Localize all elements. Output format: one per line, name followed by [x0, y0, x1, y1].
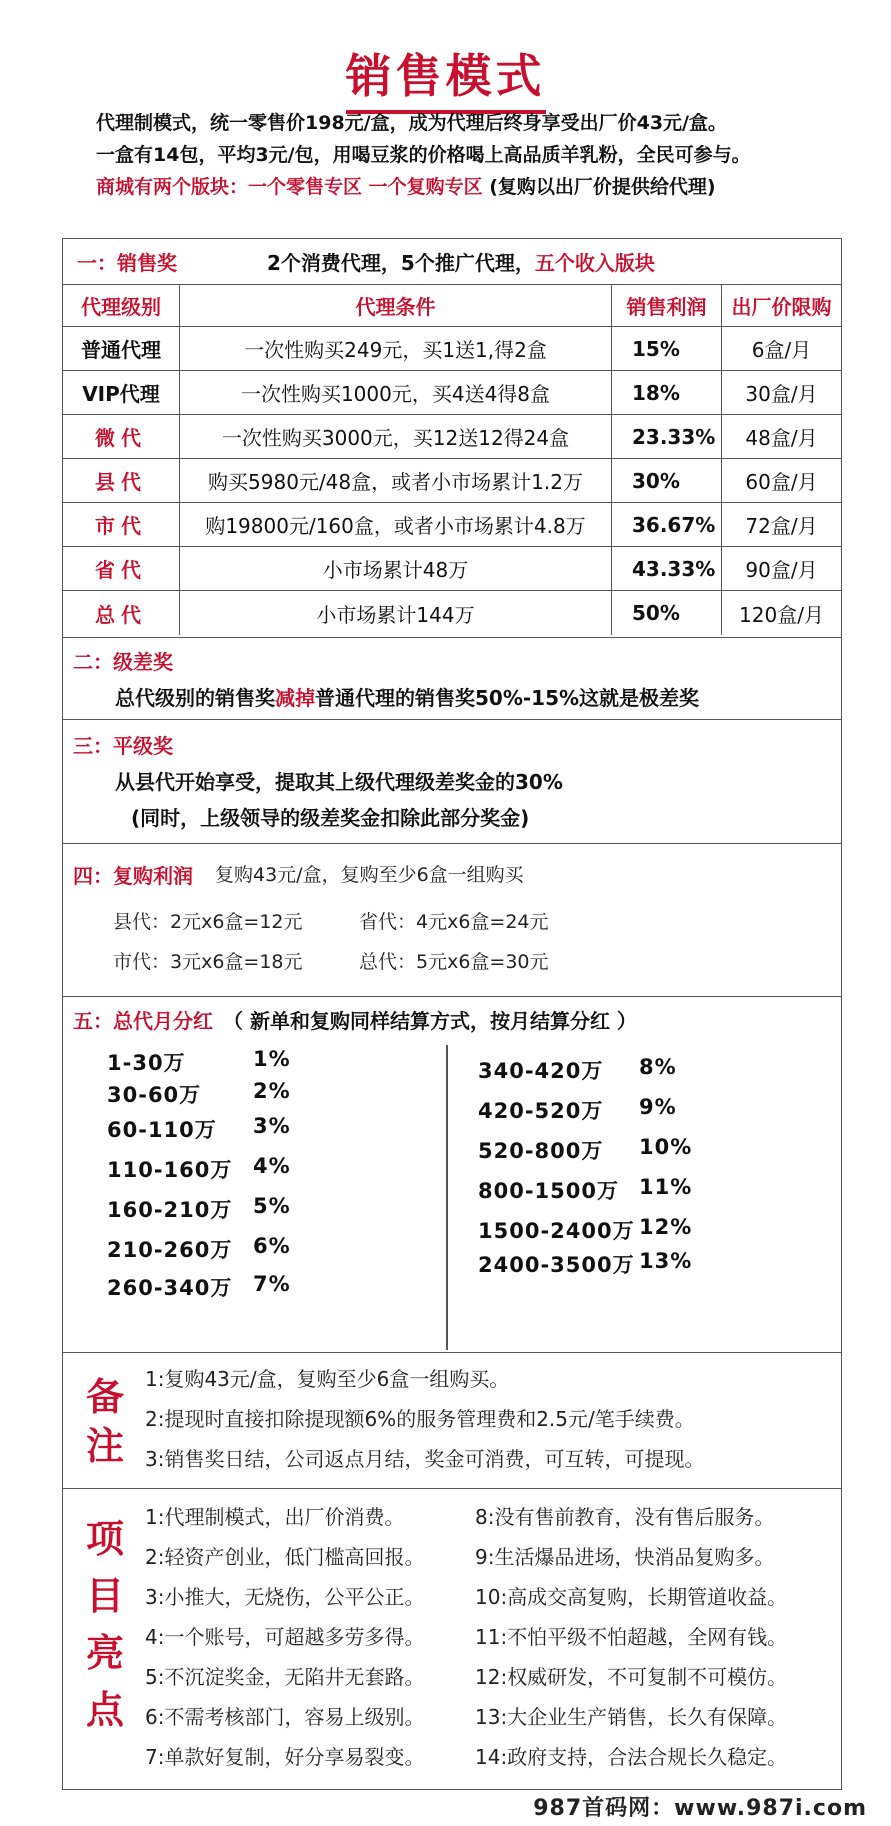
tier-pct: 1%: [253, 1047, 291, 1071]
col-header-level: 代理级别: [63, 285, 180, 327]
row-condition: 小市场累计48万: [180, 547, 612, 591]
tier-pct: 13%: [639, 1249, 693, 1273]
tier-range: 160-210万: [107, 1198, 233, 1222]
row-level: 省代: [63, 547, 180, 591]
row-limit: 6盒/月: [722, 327, 841, 371]
section-2-text-red: 减掉: [275, 686, 315, 710]
highlights-section: [62, 1488, 842, 1790]
highlight-item: 5:不沉淀奖金，无陷井无套路。: [145, 1665, 425, 1689]
repurchase-section: [62, 843, 842, 997]
row-level: VIP代理: [63, 371, 180, 415]
repurchase-item: 省代：4元x6盒=24元: [359, 911, 549, 933]
tier-pct: 3%: [253, 1114, 291, 1138]
tier-pct: 6%: [253, 1234, 291, 1258]
intro-line-3: [96, 172, 716, 199]
note-item: 1:复购43元/盒，复购至少6盒一组购买。: [145, 1367, 510, 1391]
intro-line-3-black: (复购以出厂价提供给代理): [489, 176, 716, 198]
note-item: 2:提现时直接扣除提现额6%的服务管理费和2.5元/笔手续费。: [145, 1407, 695, 1431]
tier-range: 260-340万: [107, 1276, 233, 1300]
highlight-item: 14:政府支持，合法合规长久稳定。: [475, 1745, 788, 1769]
row-condition: 小市场累计144万: [180, 591, 612, 635]
col-header-condition: 代理条件: [180, 285, 612, 327]
row-profit: 15%: [612, 327, 722, 371]
agent-table: [63, 285, 841, 635]
notes-section: [62, 1352, 842, 1489]
row-condition: 一次性购买249元，买1送1,得2盒: [180, 327, 612, 371]
repurchase-item: 县代：2元x6盒=12元: [113, 911, 303, 933]
tier-range: 110-160万: [107, 1158, 233, 1182]
highlight-item: 8:没有售前教育，没有售后服务。: [475, 1505, 775, 1529]
row-profit: 43.33%: [612, 547, 722, 591]
row-limit: 72盒/月: [722, 503, 841, 547]
highlight-item: 7:单款好复制，好分享易裂变。: [145, 1745, 425, 1769]
row-limit: 30盒/月: [722, 371, 841, 415]
row-condition: 一次性购买1000元，买4送4得8盒: [180, 371, 612, 415]
highlight-item: 3:小推大，无烧伤，公平公正。: [145, 1585, 425, 1609]
highlight-item: 1:代理制模式，出厂价消费。: [145, 1505, 405, 1529]
row-condition: 购买5980元/48盒，或者小市场累计1.2万: [180, 459, 612, 503]
notes-label: 备 注: [85, 1375, 124, 1469]
section-2-text-a: 总代级别的销售奖: [115, 686, 275, 710]
repurchase-item: 市代：3元x6盒=18元: [113, 951, 303, 973]
intro-line-1: 代理制模式，统一零售价198元/盒，成为代理后终身享受出厂价43元/盒。: [96, 112, 727, 134]
tier-pct: 8%: [639, 1055, 677, 1079]
section-1-summary: 2个消费代理，5个推广代理，: [267, 251, 535, 275]
tier-pct: 10%: [639, 1135, 693, 1159]
sales-reward-header: [63, 239, 841, 285]
tier-range: 420-520万: [478, 1099, 604, 1123]
row-level: 微代: [63, 415, 180, 459]
row-profit: 23.33%: [612, 415, 722, 459]
intro-line-2: 一盒有14包，平均3元/包，用喝豆浆的价格喝上高品质羊乳粉，全民可参与。: [96, 144, 751, 166]
section-5-title: 五：总代月分红: [73, 1009, 213, 1033]
col-header-profit: 销售利润: [612, 285, 722, 327]
footer-watermark: 987首码网：www.987i.com: [533, 1796, 867, 1821]
highlight-item: 13:大企业生产销售，长久有保障。: [475, 1705, 788, 1729]
tier-pct: 11%: [639, 1175, 693, 1199]
column-divider: [446, 1045, 448, 1350]
tier-range: 1-30万: [107, 1051, 186, 1075]
peer-reward-section: [62, 719, 842, 844]
col-header-limit: 出厂价限购: [722, 285, 841, 327]
intro-line-3-red: 商城有两个版块：一个零售专区 一个复购专区: [96, 176, 483, 198]
tier-pct: 2%: [253, 1079, 291, 1103]
level-diff-section: [62, 637, 842, 720]
page-title: 销售模式: [0, 40, 891, 114]
row-limit: 48盒/月: [722, 415, 841, 459]
section-1-title: 一：销售奖: [77, 251, 177, 275]
row-profit: 18%: [612, 371, 722, 415]
row-limit: 60盒/月: [722, 459, 841, 503]
row-condition: 一次性购买3000元，买12送12得24盒: [180, 415, 612, 459]
row-limit: 90盒/月: [722, 547, 841, 591]
row-limit: 120盒/月: [739, 602, 824, 627]
tier-range: 800-1500万: [478, 1179, 619, 1203]
tier-range: 1500-2400万: [478, 1219, 635, 1243]
highlight-item: 9:生活爆品进场，快消品复购多。: [475, 1545, 775, 1569]
tier-range: 210-260万: [107, 1238, 233, 1262]
tier-range: 2400-3500万: [478, 1253, 635, 1277]
highlight-item: 4:一个账号，可超越多劳多得。: [145, 1625, 425, 1649]
row-level: 市代: [63, 503, 180, 547]
section-3-title: 三：平级奖: [73, 734, 173, 758]
row-level: 普通代理: [63, 327, 180, 371]
dividend-section: [62, 996, 842, 1353]
row-profit: 36.67%: [612, 503, 722, 547]
row-profit: 50%: [612, 591, 722, 635]
tier-range: 520-800万: [478, 1139, 604, 1163]
highlight-item: 10:高成交高复购，长期管道收益。: [475, 1585, 788, 1609]
sales-reward-section: [62, 238, 842, 638]
section-2-title: 二：级差奖: [73, 650, 173, 674]
tier-pct: 9%: [639, 1095, 677, 1119]
highlights-label: 项 目 亮 点: [85, 1517, 124, 1732]
repurchase-item: 总代：5元x6盒=30元: [359, 951, 549, 973]
tier-range: 340-420万: [478, 1059, 604, 1083]
row-condition: 购19800元/160盒，或者小市场累计4.8万: [180, 503, 612, 547]
section-3-line-2: (同时，上级领导的级差奖金扣除此部分奖金): [131, 806, 530, 830]
section-1-summary-red: 五个收入版块: [534, 251, 655, 275]
highlight-item: 12:权威研发，不可复制不可模仿。: [475, 1665, 788, 1689]
note-item: 3:销售奖日结，公司返点月结，奖金可消费，可互转，可提现。: [145, 1447, 705, 1471]
tier-pct: 12%: [639, 1215, 693, 1239]
section-4-desc: 复购43元/盒，复购至少6盒一组购买: [215, 864, 524, 886]
highlight-item: 2:轻资产创业，低门槛高回报。: [145, 1545, 425, 1569]
tier-pct: 4%: [253, 1154, 291, 1178]
section-2-text-b: 普通代理的销售奖50%-15%这就是极差奖: [315, 686, 700, 710]
section-2-text: [115, 682, 699, 711]
highlight-item: 6:不需考核部门，容易上级别。: [145, 1705, 425, 1729]
row-profit: 30%: [612, 459, 722, 503]
tier-range: 60-110万: [107, 1118, 217, 1142]
row-level: 总代: [63, 591, 180, 635]
section-3-line-1: 从县代开始享受，提取其上级代理级差奖金的30%: [115, 770, 563, 794]
tier-range: 30-60万: [107, 1083, 202, 1107]
section-5-subtitle: （ 新单和复购同样结算方式，按月结算分红 ）: [223, 1009, 637, 1033]
highlight-item: 11:不怕平级不怕超越，全网有钱。: [475, 1625, 788, 1649]
row-level: 县代: [63, 459, 180, 503]
section-4-title: 四：复购利润: [73, 864, 193, 888]
tier-pct: 5%: [253, 1194, 291, 1218]
tier-pct: 7%: [253, 1272, 291, 1296]
